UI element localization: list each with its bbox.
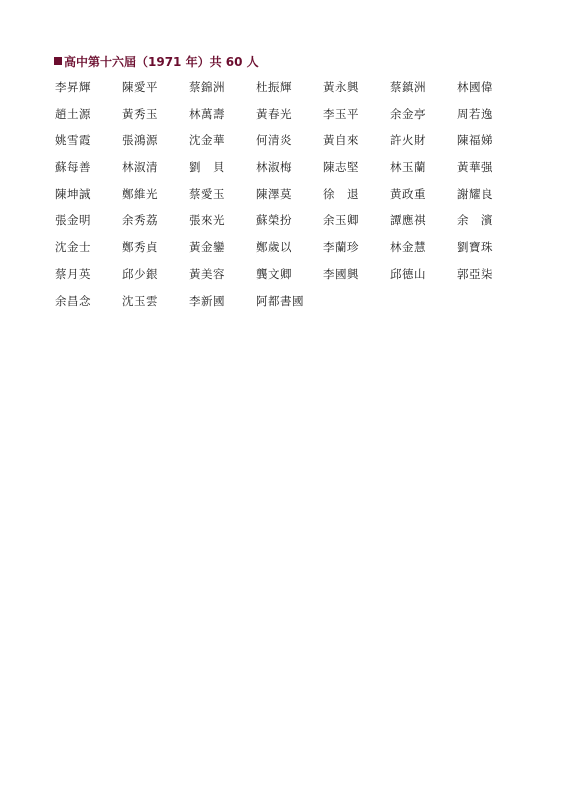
graduate-name: 黃永興 [323,80,359,94]
graduate-name: 陳澤莫 [256,186,292,201]
section-heading [54,52,259,70]
graduate-name: 李國興 [323,266,359,281]
graduate-name: 陳福娣 [457,133,493,148]
graduate-name: 林國偉 [457,80,493,94]
graduate-name: 黃美容 [189,266,225,281]
graduate-name: 陳坤誠 [55,186,91,201]
graduate-name: 余秀荔 [122,213,158,228]
graduate-name: 林萬壽 [189,106,225,121]
graduates-name-list [55,78,525,318]
graduate-name: 蔡愛玉 [189,186,225,201]
graduate-name: 黃秀玉 [122,106,158,121]
graduate-name: 沈金士 [55,240,91,255]
graduate-name: 阿都書國 [256,293,304,308]
graduate-name: 蔡月英 [55,266,91,281]
graduate-name: 譚應祺 [390,213,426,228]
graduate-name: 黄政重 [390,186,426,201]
graduate-name: 劉 貝 [189,160,225,175]
graduate-name: 蔡錦洲 [189,80,225,94]
graduate-name: 蘇每善 [55,160,91,175]
graduate-name: 邱少銀 [122,266,158,281]
graduate-name: 趙土源 [55,106,91,121]
graduate-name: 何清炎 [256,133,292,148]
graduate-name: 林玉蘭 [390,160,426,175]
square-bullet-icon [54,57,62,65]
graduate-name: 余金亭 [390,106,426,121]
graduate-name: 徐 退 [323,186,359,201]
graduate-name: 李昇輝 [55,80,91,94]
graduate-name: 沈玉雲 [122,293,158,308]
graduate-name: 沈金華 [189,133,225,148]
graduate-name: 張來光 [189,213,225,228]
graduate-name: 陳愛平 [122,80,158,94]
graduate-name: 鄭秀貞 [122,240,158,255]
graduate-name: 郭亞柒 [457,266,493,281]
graduate-name: 余玉卿 [323,213,359,228]
graduate-name: 許火財 [390,133,426,148]
section-heading-text: 高中第十六屆（1971 年）共 60 人 [64,54,259,69]
graduate-name: 劉寶珠 [457,240,493,255]
graduate-name: 杜振輝 [256,80,292,94]
graduate-name: 黃華强 [457,160,493,175]
graduate-name: 周若逸 [457,106,493,121]
graduate-name: 李玉平 [323,106,359,121]
graduate-name: 余昌念 [55,293,91,308]
graduate-name: 黃金鑾 [189,240,225,255]
graduate-name: 余 濱 [457,213,493,228]
graduate-name: 陳志堅 [323,160,359,175]
graduate-name: 林淑清 [122,160,158,175]
graduate-name: 謝耀良 [457,186,493,201]
graduate-name: 張鴻源 [122,133,158,148]
graduate-name: 張金明 [55,213,91,228]
graduate-name: 李蘭珍 [323,240,359,255]
graduate-name: 鄭歲以 [256,240,292,255]
graduate-name: 林淑梅 [256,160,292,175]
graduate-name: 邱德山 [390,266,426,281]
graduate-name: 鄭維光 [122,186,158,201]
graduate-name: 蘇榮扮 [256,213,292,228]
graduate-name: 姚雪霞 [55,133,91,148]
graduate-name: 黃春光 [256,106,292,121]
graduate-name: 林金慧 [390,240,426,255]
graduate-name: 李新國 [189,293,225,308]
graduate-name: 蔡鎮洲 [390,80,426,94]
graduate-name: 黃自來 [323,133,359,148]
graduate-name: 龔文卿 [256,266,292,281]
